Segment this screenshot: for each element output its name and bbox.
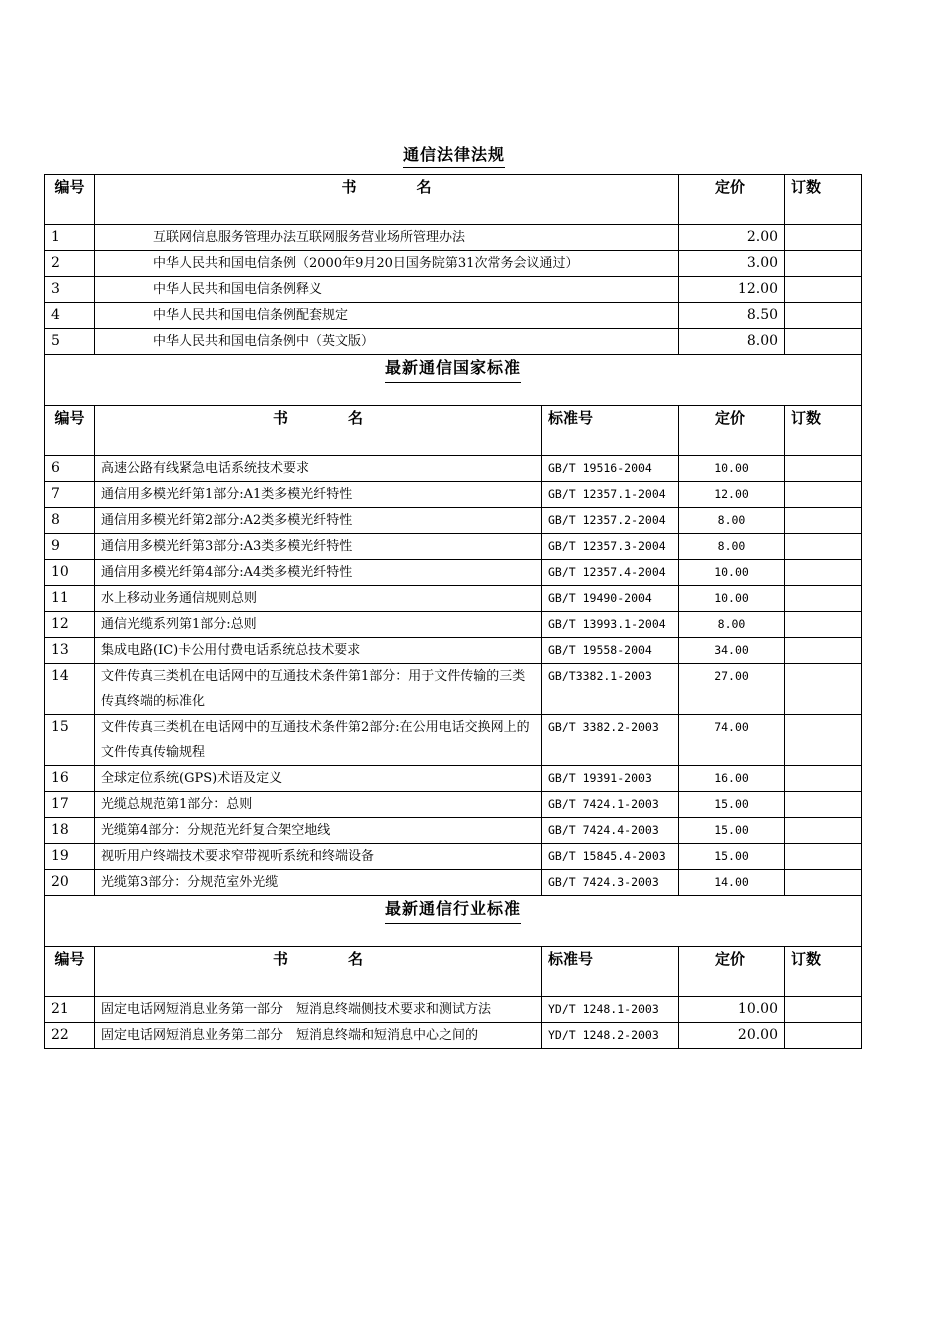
row-num: 9	[45, 534, 95, 560]
catalog-table	[44, 174, 862, 1049]
national-header-row	[45, 406, 862, 456]
row-title: 中华人民共和国电信条例释义	[95, 277, 679, 303]
row-title: 全球定位系统(GPS)术语及定义	[95, 766, 542, 792]
header-num: 编号	[45, 175, 95, 225]
row-order	[785, 844, 862, 870]
table-row	[45, 997, 862, 1023]
header-name: 书 名	[95, 406, 542, 456]
row-order	[785, 534, 862, 560]
table-row	[45, 664, 862, 715]
row-price: 15.00	[679, 792, 785, 818]
table-row	[45, 766, 862, 792]
row-title: 互联网信息服务管理办法互联网服务营业场所管理办法	[95, 225, 679, 251]
row-price: 16.00	[679, 766, 785, 792]
row-num: 8	[45, 508, 95, 534]
header-row	[45, 175, 862, 225]
row-num: 6	[45, 456, 95, 482]
row-price: 15.00	[679, 844, 785, 870]
row-price: 27.00	[679, 664, 785, 715]
row-num: 7	[45, 482, 95, 508]
table-row	[45, 251, 862, 277]
row-title: 光缆总规范第1部分：总则	[95, 792, 542, 818]
section-title-industry-text: 最新通信行业标准	[385, 896, 521, 924]
row-standard: GB/T 7424.3-2003	[542, 870, 679, 896]
row-order	[785, 766, 862, 792]
section-title-national-cell	[45, 355, 862, 406]
row-order	[785, 303, 862, 329]
row-standard: GB/T 13993.1-2004	[542, 612, 679, 638]
header-order: 订数	[785, 406, 862, 456]
row-title: 文件传真三类机在电话网中的互通技术条件第1部分：用于文件传输的三类传真终端的标准化	[95, 664, 542, 715]
table-row	[45, 508, 862, 534]
row-title: 固定电话网短消息业务第一部分 短消息终端侧技术要求和测试方法	[95, 997, 542, 1023]
row-standard: GB/T 15845.4-2003	[542, 844, 679, 870]
row-price: 15.00	[679, 818, 785, 844]
row-price: 8.00	[679, 612, 785, 638]
row-order	[785, 586, 862, 612]
row-order	[785, 560, 862, 586]
header-name: 书 名	[95, 947, 542, 997]
row-order	[785, 612, 862, 638]
row-order	[785, 251, 862, 277]
row-num: 18	[45, 818, 95, 844]
row-price: 34.00	[679, 638, 785, 664]
row-standard: GB/T3382.1-2003	[542, 664, 679, 715]
row-num: 1	[45, 225, 95, 251]
row-order	[785, 664, 862, 715]
header-name: 书 名	[95, 175, 679, 225]
table-row	[45, 870, 862, 896]
row-title: 固定电话网短消息业务第二部分 短消息终端和短消息中心之间的	[95, 1023, 542, 1049]
row-price: 8.00	[679, 534, 785, 560]
row-order	[785, 792, 862, 818]
table-row	[45, 456, 862, 482]
header-price: 定价	[679, 175, 785, 225]
row-order	[785, 715, 862, 766]
row-title: 通信用多模光纤第1部分:A1类多模光纤特性	[95, 482, 542, 508]
row-order	[785, 277, 862, 303]
row-title: 水上移动业务通信规则总则	[95, 586, 542, 612]
table-row	[45, 715, 862, 766]
row-order	[785, 818, 862, 844]
table-row	[45, 329, 862, 355]
row-standard: GB/T 3382.2-2003	[542, 715, 679, 766]
table-row	[45, 277, 862, 303]
row-num: 2	[45, 251, 95, 277]
row-num: 15	[45, 715, 95, 766]
row-order	[785, 225, 862, 251]
header-order: 订数	[785, 947, 862, 997]
row-price: 12.00	[679, 482, 785, 508]
row-num: 19	[45, 844, 95, 870]
row-standard: GB/T 12357.4-2004	[542, 560, 679, 586]
table-row	[45, 1023, 862, 1049]
table-row	[45, 303, 862, 329]
row-title: 通信用多模光纤第2部分:A2类多模光纤特性	[95, 508, 542, 534]
row-title: 通信用多模光纤第4部分:A4类多模光纤特性	[95, 560, 542, 586]
row-price: 8.50	[679, 303, 785, 329]
row-standard: YD/T 1248.2-2003	[542, 1023, 679, 1049]
table-row	[45, 638, 862, 664]
row-price: 10.00	[679, 586, 785, 612]
row-price: 10.00	[679, 560, 785, 586]
row-title: 中华人民共和国电信条例中（英文版）	[95, 329, 679, 355]
row-order	[785, 1023, 862, 1049]
row-title: 光缆第4部分：分规范光纤复合架空地线	[95, 818, 542, 844]
row-price: 3.00	[679, 251, 785, 277]
row-num: 16	[45, 766, 95, 792]
row-standard: GB/T 12357.3-2004	[542, 534, 679, 560]
header-price: 定价	[679, 406, 785, 456]
header-std: 标准号	[542, 406, 679, 456]
row-num: 20	[45, 870, 95, 896]
table-row	[45, 792, 862, 818]
row-order	[785, 870, 862, 896]
row-order	[785, 329, 862, 355]
section-title-laws	[0, 142, 908, 168]
row-num: 5	[45, 329, 95, 355]
section-title-national	[45, 355, 862, 406]
row-title: 通信用多模光纤第3部分:A3类多模光纤特性	[95, 534, 542, 560]
header-price: 定价	[679, 947, 785, 997]
section-title-national-text: 最新通信国家标准	[385, 355, 521, 383]
header-std: 标准号	[542, 947, 679, 997]
row-title: 通信光缆系列第1部分:总则	[95, 612, 542, 638]
row-price: 20.00	[679, 1023, 785, 1049]
table-row	[45, 534, 862, 560]
table-row	[45, 225, 862, 251]
row-num: 12	[45, 612, 95, 638]
header-num: 编号	[45, 947, 95, 997]
row-price: 12.00	[679, 277, 785, 303]
row-standard: GB/T 12357.2-2004	[542, 508, 679, 534]
table-row	[45, 586, 862, 612]
row-standard: GB/T 12357.1-2004	[542, 482, 679, 508]
row-standard: GB/T 19516-2004	[542, 456, 679, 482]
row-order	[785, 638, 862, 664]
row-title: 文件传真三类机在电话网中的互通技术条件第2部分:在公用电话交换网上的文件传真传输规程	[95, 715, 542, 766]
row-title: 视听用户终端技术要求窄带视听系统和终端设备	[95, 844, 542, 870]
header-num: 编号	[45, 406, 95, 456]
table-row	[45, 612, 862, 638]
table-row	[45, 818, 862, 844]
row-num: 14	[45, 664, 95, 715]
row-num: 4	[45, 303, 95, 329]
row-price: 74.00	[679, 715, 785, 766]
table-row	[45, 482, 862, 508]
row-title: 中华人民共和国电信条例配套规定	[95, 303, 679, 329]
row-order	[785, 997, 862, 1023]
industry-header-row	[45, 947, 862, 997]
table-row	[45, 560, 862, 586]
row-title: 高速公路有线紧急电话系统技术要求	[95, 456, 542, 482]
section-title-industry-cell	[45, 896, 862, 947]
row-num: 13	[45, 638, 95, 664]
row-standard: GB/T 19490-2004	[542, 586, 679, 612]
row-standard: GB/T 7424.1-2003	[542, 792, 679, 818]
header-order: 订数	[785, 175, 862, 225]
row-price: 8.00	[679, 329, 785, 355]
row-standard: YD/T 1248.1-2003	[542, 997, 679, 1023]
row-standard: GB/T 19391-2003	[542, 766, 679, 792]
row-num: 21	[45, 997, 95, 1023]
section-title-laws-text: 通信法律法规	[403, 142, 505, 168]
row-order	[785, 456, 862, 482]
row-title: 光缆第3部分：分规范室外光缆	[95, 870, 542, 896]
row-title: 集成电路(IC)卡公用付费电话系统总技术要求	[95, 638, 542, 664]
row-price: 14.00	[679, 870, 785, 896]
section-title-industry	[45, 896, 862, 947]
row-order	[785, 482, 862, 508]
row-price: 2.00	[679, 225, 785, 251]
row-price: 8.00	[679, 508, 785, 534]
row-num: 17	[45, 792, 95, 818]
row-standard: GB/T 19558-2004	[542, 638, 679, 664]
row-price: 10.00	[679, 997, 785, 1023]
row-order	[785, 508, 862, 534]
row-title: 中华人民共和国电信条例（2000年9月20日国务院第31次常务会议通过）	[95, 251, 679, 277]
row-num: 11	[45, 586, 95, 612]
table-row	[45, 844, 862, 870]
row-num: 22	[45, 1023, 95, 1049]
row-num: 3	[45, 277, 95, 303]
row-standard: GB/T 7424.4-2003	[542, 818, 679, 844]
row-price: 10.00	[679, 456, 785, 482]
row-num: 10	[45, 560, 95, 586]
